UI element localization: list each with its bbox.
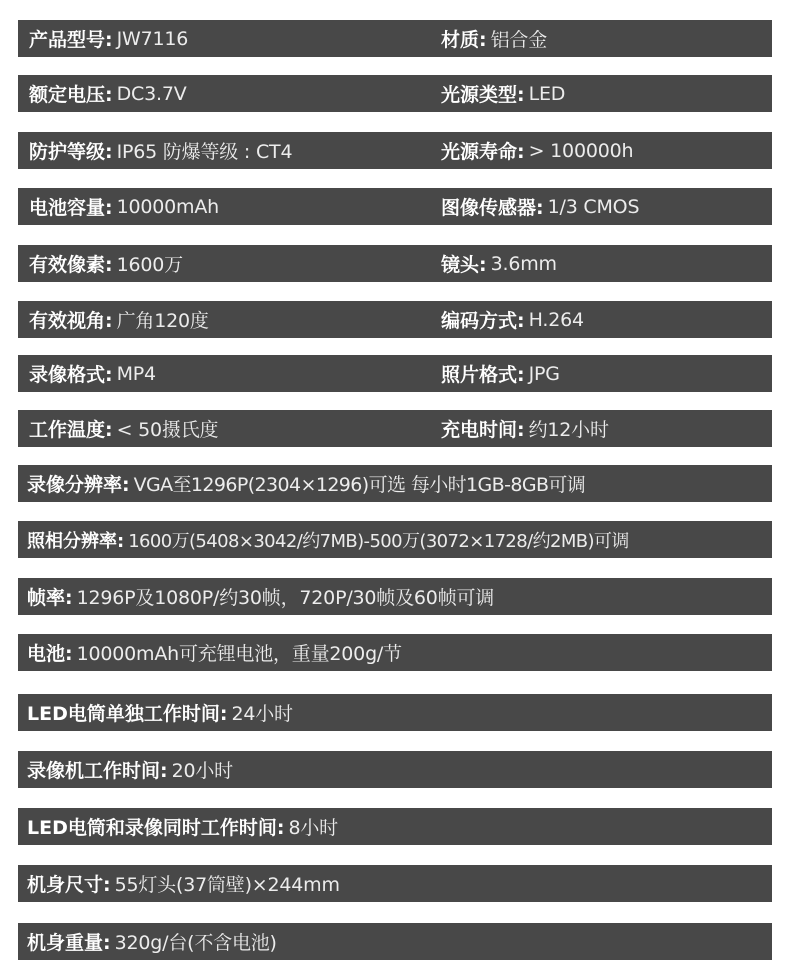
spec-label: 图像传感器: [441,197,544,219]
spec-value: 24小时 [231,703,293,725]
spec-lens [441,245,557,282]
spec-label: 充电时间: [441,419,525,441]
spec-label: 帧率: [27,587,73,609]
spec-row-recorder-time [18,751,772,788]
spec-battery [27,634,402,671]
spec-value: MP4 [116,362,156,385]
spec-value: IP65 防爆等级 : CT4 [116,141,293,163]
spec-value: 55灯头(37筒壁)×244mm [114,874,340,896]
spec-label: 照片格式: [441,364,525,386]
spec-voltage [29,75,187,112]
spec-label: 光源类型: [441,84,525,106]
spec-working-temperature [29,410,218,447]
spec-value: DC3.7V [116,82,187,105]
spec-label: LED电筒和录像同时工作时间: [27,817,285,839]
spec-photo-format [441,355,560,392]
spec-row-video-photo-format [18,355,772,392]
spec-label: 录像分辨率: [27,474,130,496]
spec-row-voltage-lightsource [18,75,772,112]
spec-row-battery-sensor [18,188,772,225]
spec-value: 1296P及1080P/约30帧，720P/30帧及60帧可调 [76,587,495,609]
spec-label: 产品型号: [29,29,113,51]
spec-model [29,20,188,57]
spec-material [441,20,547,57]
spec-led-only-time [27,694,293,731]
spec-light-source-type [441,75,565,112]
spec-value: 铝合金 [490,29,548,51]
spec-value: 320g/台(不含电池) [114,932,277,954]
spec-value: 20小时 [171,760,233,782]
spec-row-temp-charge [18,410,772,447]
spec-label: 照相分辨率: [27,530,125,552]
spec-label: 镜头: [441,254,487,276]
spec-label: 材质: [441,29,487,51]
spec-value: 8小时 [288,817,338,839]
spec-video-format [29,355,156,392]
spec-charge-time [441,410,609,447]
spec-battery-capacity [29,188,219,225]
spec-value: 1600万 [116,254,183,276]
spec-value: VGA至1296P(2304×1296)可选 每小时1GB-8GB可调 [133,474,586,496]
spec-encoding [441,301,584,338]
spec-label: 有效视角: [29,310,113,332]
spec-label: LED电筒单独工作时间: [27,703,228,725]
spec-light-lifetime [441,132,633,169]
spec-label: 电池: [27,643,73,665]
spec-row-body-size [18,865,772,902]
spec-value: 广角120度 [116,310,209,332]
spec-label: 有效像素: [29,254,113,276]
spec-value: 10000mAh可充锂电池，重量200g/节 [76,643,402,665]
spec-frame-rate [27,578,494,615]
spec-label: 电池容量: [29,197,113,219]
spec-row-angle-encoding [18,301,772,338]
spec-row-battery [18,634,772,671]
spec-row-pixels-lens [18,245,772,282]
spec-value: JW7116 [116,27,189,50]
spec-value: H.264 [528,308,584,331]
spec-value: 1/3 CMOS [547,195,640,218]
spec-label: 录像格式: [29,364,113,386]
spec-effective-pixels [29,245,183,282]
spec-image-sensor [441,188,639,225]
spec-value: 10000mAh [116,195,219,218]
spec-value: > 100000h [528,139,634,162]
spec-view-angle [29,301,209,338]
spec-label: 录像机工作时间: [27,760,168,782]
spec-label: 光源寿命: [441,141,525,163]
spec-combined-time [27,808,338,845]
spec-photo-resolution [27,521,629,558]
spec-value: LED [528,82,566,105]
spec-label: 机身重量: [27,932,111,954]
spec-row-led-only-time [18,694,772,731]
spec-row-body-weight [18,923,772,960]
spec-body-weight [27,923,277,960]
spec-recorder-time [27,751,233,788]
spec-value: 1600万(5408×3042/约7MB)-500万(3072×1728/约2MB)可调 [128,530,629,552]
spec-row-frame-rate [18,578,772,615]
spec-value: 3.6mm [490,252,557,275]
spec-label: 防护等级: [29,141,113,163]
spec-row-protection-lifetime [18,132,772,169]
spec-label: 编码方式: [441,310,525,332]
spec-label: 工作温度: [29,419,113,441]
spec-video-resolution [27,465,585,502]
spec-row-photo-resolution [18,521,772,558]
spec-row-video-resolution [18,465,772,502]
spec-protection [29,132,292,169]
spec-row-combined-time [18,808,772,845]
spec-label: 额定电压: [29,84,113,106]
spec-label: 机身尺寸: [27,874,111,896]
spec-body-size [27,865,340,902]
spec-value: 约12小时 [528,419,609,441]
spec-value: < 50摄氏度 [116,419,219,441]
spec-value: JPG [528,362,560,385]
spec-row-model-material [18,20,772,57]
